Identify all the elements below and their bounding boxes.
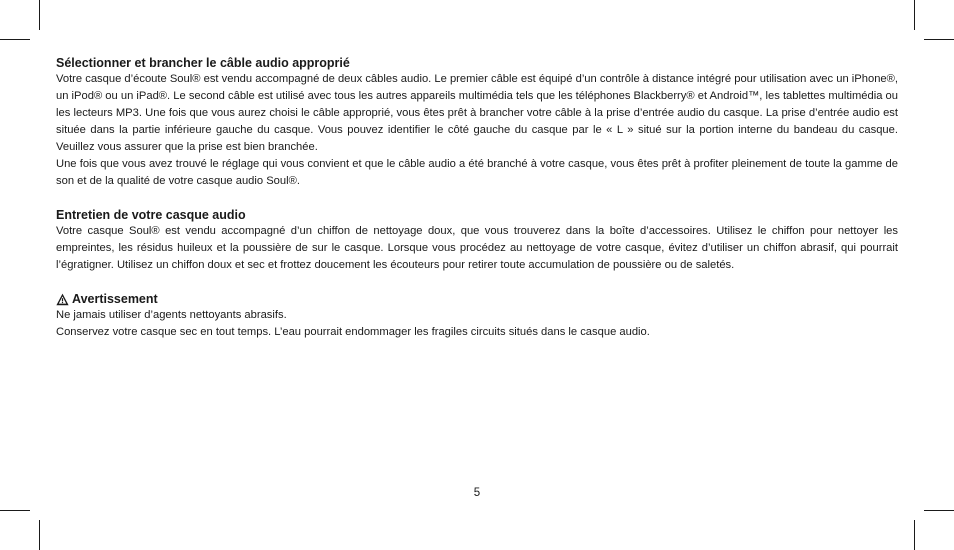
- section-heading: Entretien de votre casque audio: [56, 208, 246, 222]
- section-heading: Avertissement: [72, 292, 158, 306]
- warning-triangle-icon: [56, 293, 69, 306]
- crop-mark-top-right-horizontal: [924, 39, 954, 40]
- paragraph: Conservez votre casque sec en tout temps. L’eau pourrait endommager les fragiles circuits situés dans le casque audio.: [56, 326, 650, 338]
- crop-mark-top-right-vertical: [914, 0, 915, 30]
- crop-mark-bottom-right-vertical: [914, 520, 915, 550]
- section-warning: [56, 291, 898, 341]
- section-maintenance: [56, 207, 898, 274]
- crop-mark-top-left-vertical: [39, 0, 40, 30]
- paragraph: Une fois que vous avez trouvé le réglage qui vous convient et que le câble audio a été branché à votre casque, vous êtes prêt à profiter pleinement de toute la gamme de son et de la qualité de votre casque audio Soul®.: [56, 158, 898, 187]
- document-body: [56, 55, 898, 358]
- crop-mark-bottom-right-horizontal: [924, 510, 954, 511]
- paragraph: Votre casque d’écoute Soul® est vendu accompagné de deux câbles audio. Le premier câble est équipé d’un contrôle à distance intégré pour utilisation avec un iPhone®, un iPod® ou un iPad®. Le second câble est utilisé avec tous les autres appareils multimédia tels que les téléphones Blackberry® et Android™, les tablettes multimédia ou les lecteurs MP3. Une fois que vous aurez choisi le câble approprié, vous êtes prêt à brancher votre câble à la prise d’entrée audio du casque. La prise d’entrée audio est située dans la partie inférieure gauche du casque. Vous pouvez identifier le côté gauche du casque par le « L » situé sur la portion interne du bandeau du casque. Veuillez vous assurer que la prise est bien branchée.: [56, 73, 898, 153]
- crop-mark-bottom-left-vertical: [39, 520, 40, 550]
- paragraph: Votre casque Soul® est vendu accompagné d’un chiffon de nettoyage doux, que vous trouverez dans la boîte d’accessoires. Utilisez le chiffon pour nettoyer les empreintes, les résidus huileux et la poussière de sur le casque. Lorsque vous procédez au nettoyage de votre casque, évitez d’utiliser un chiffon abrasif, qui pourrait l’égratigner. Utilisez un chiffon doux et sec et frottez doucement les écouteurs pour retirer toute accumulation de poussière ou de saletés.: [56, 225, 898, 271]
- crop-mark-top-left-horizontal: [0, 39, 30, 40]
- crop-mark-bottom-left-horizontal: [0, 510, 30, 511]
- page-number: 5: [473, 487, 481, 499]
- warning-heading-row: [56, 291, 898, 307]
- paragraph: Ne jamais utiliser d’agents nettoyants abrasifs.: [56, 309, 287, 321]
- section-heading: Sélectionner et brancher le câble audio approprié: [56, 56, 350, 70]
- section-cable-selection: [56, 55, 898, 190]
